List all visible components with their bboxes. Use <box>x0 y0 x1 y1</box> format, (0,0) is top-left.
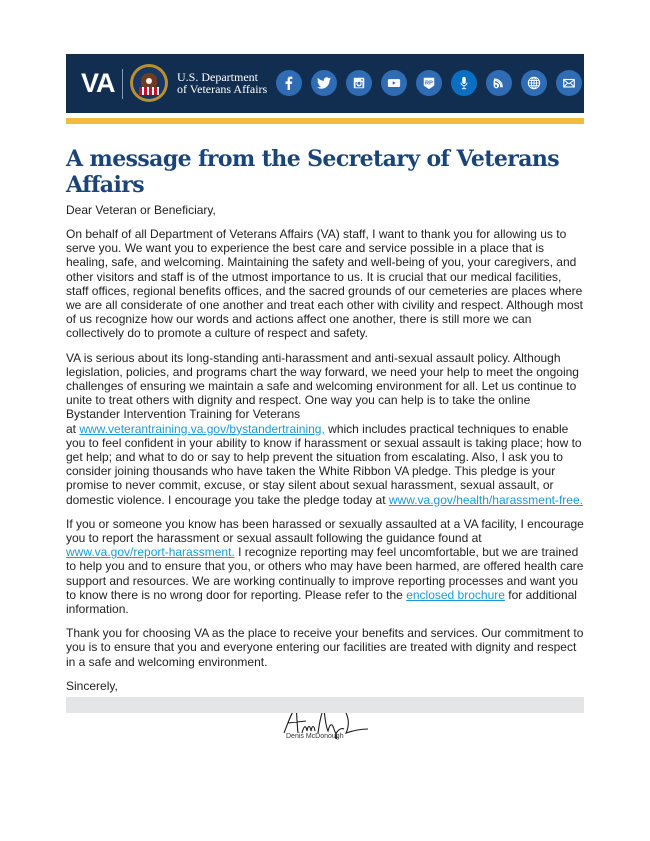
va-header-banner <box>66 54 584 113</box>
svg-text:RP: RP <box>425 80 433 87</box>
reserved-parking-icon[interactable] <box>416 70 442 96</box>
letter-title: A message from the Secretary of Veterans Affairs <box>66 146 560 198</box>
youtube-icon[interactable] <box>381 70 407 96</box>
paragraph-4: Thank you for choosing VA as the place to receive your benefits and services. Our commitment to you is to ensure that you and everyone entering our facilities are treated with dignity and respect in a safe and welcoming environment. <box>66 626 584 669</box>
blog-rss-icon[interactable] <box>486 70 512 96</box>
signer-name: Denis McDonough <box>286 733 344 741</box>
enclosed-brochure-link[interactable]: enclosed brochure <box>406 587 505 602</box>
microphone-icon[interactable] <box>451 70 477 96</box>
gold-accent-bar <box>66 118 584 124</box>
bystander-training-link[interactable]: www.veterantraining.va.gov/bystandertraining, <box>79 421 325 436</box>
social-icons <box>276 70 582 96</box>
salutation: Dear Veteran or Beneficiary, <box>66 203 216 217</box>
footer-bar <box>66 697 584 713</box>
va-logo[interactable]: VA <box>81 68 115 98</box>
paragraph-3: If you or someone you know has been harassed or sexually assaulted at a VA facility, I encourage you to report the harassment or sexual assault following the guidance found at www.va.gov/report-harassment. I recognize reporting may feel uncomfortable, but we are trained to help you and to ensure that you, or others who may have been harmed, are offered health care support and resources. We are working continually to improve reporting processes and want you to know there is no wrong door for reporting. Please refer to the enclosed brochure for additional information. <box>66 516 584 617</box>
department-name: U.S. Department of Veterans Affairs <box>177 70 268 96</box>
email-page <box>66 54 584 761</box>
closing: Sincerely, <box>66 678 118 693</box>
email-icon[interactable] <box>556 70 582 96</box>
paragraph-2: VA is serious about its long-standing anti-harassment and anti-sexual assault policy. Although legislation, policies, and programs chart the way forward, we need your help to meet the ongoing challenges of ensuring we maintain a safe and welcoming environment for all. Let us continue to unite to treat others with dignity and respect. One way you can help is to take the online Bystander Intervention Training for Veterans at www.veterantraining.va.gov/bystandertraining, which includes practical techniques to enable you to feel confident in your ability to know if harassment or sexual assault is taking place; how to get help; and what to do or say to help prevent the situation from escalating. Also, I ask you to consider joining thousands who have taken the White Ribbon VA pledge. This pledge is your promise to never commit, excuse, or stay silent about sexual harassment, sexual assault, or domestic violence. I encourage you take the pledge today at www.va.gov/health/harassment-free. <box>66 350 583 507</box>
va-seal-icon <box>130 64 168 102</box>
report-harassment-link[interactable]: www.va.gov/report-harassment. <box>66 545 235 560</box>
twitter-icon[interactable] <box>311 70 337 96</box>
harassment-free-link[interactable]: www.va.gov/health/harassment-free. <box>388 492 583 507</box>
instagram-icon[interactable] <box>346 70 372 96</box>
paragraph-1: On behalf of all Department of Veterans Affairs (VA) staff, I want to thank you for allowing us to serve you. We want you to experience the best care and service possible in a place that is healing, safe, and welcoming. Maintaining the safety and well-being of you, your caregivers, and other visitors and staff is of the utmost importance to us. It is crucial that our medical facilities, staff offices, regional benefits offices, and the sacred grounds of our cemeteries are places where we are all considerate of one another and treat each other with civility and respect. Although most of us recognize how our words and actions affect one another, there is still more we can collectively do to promote a culture of respect and safety. <box>66 227 583 341</box>
facebook-icon[interactable] <box>276 70 302 96</box>
logo-divider <box>122 69 123 99</box>
globe-icon[interactable] <box>521 70 547 96</box>
